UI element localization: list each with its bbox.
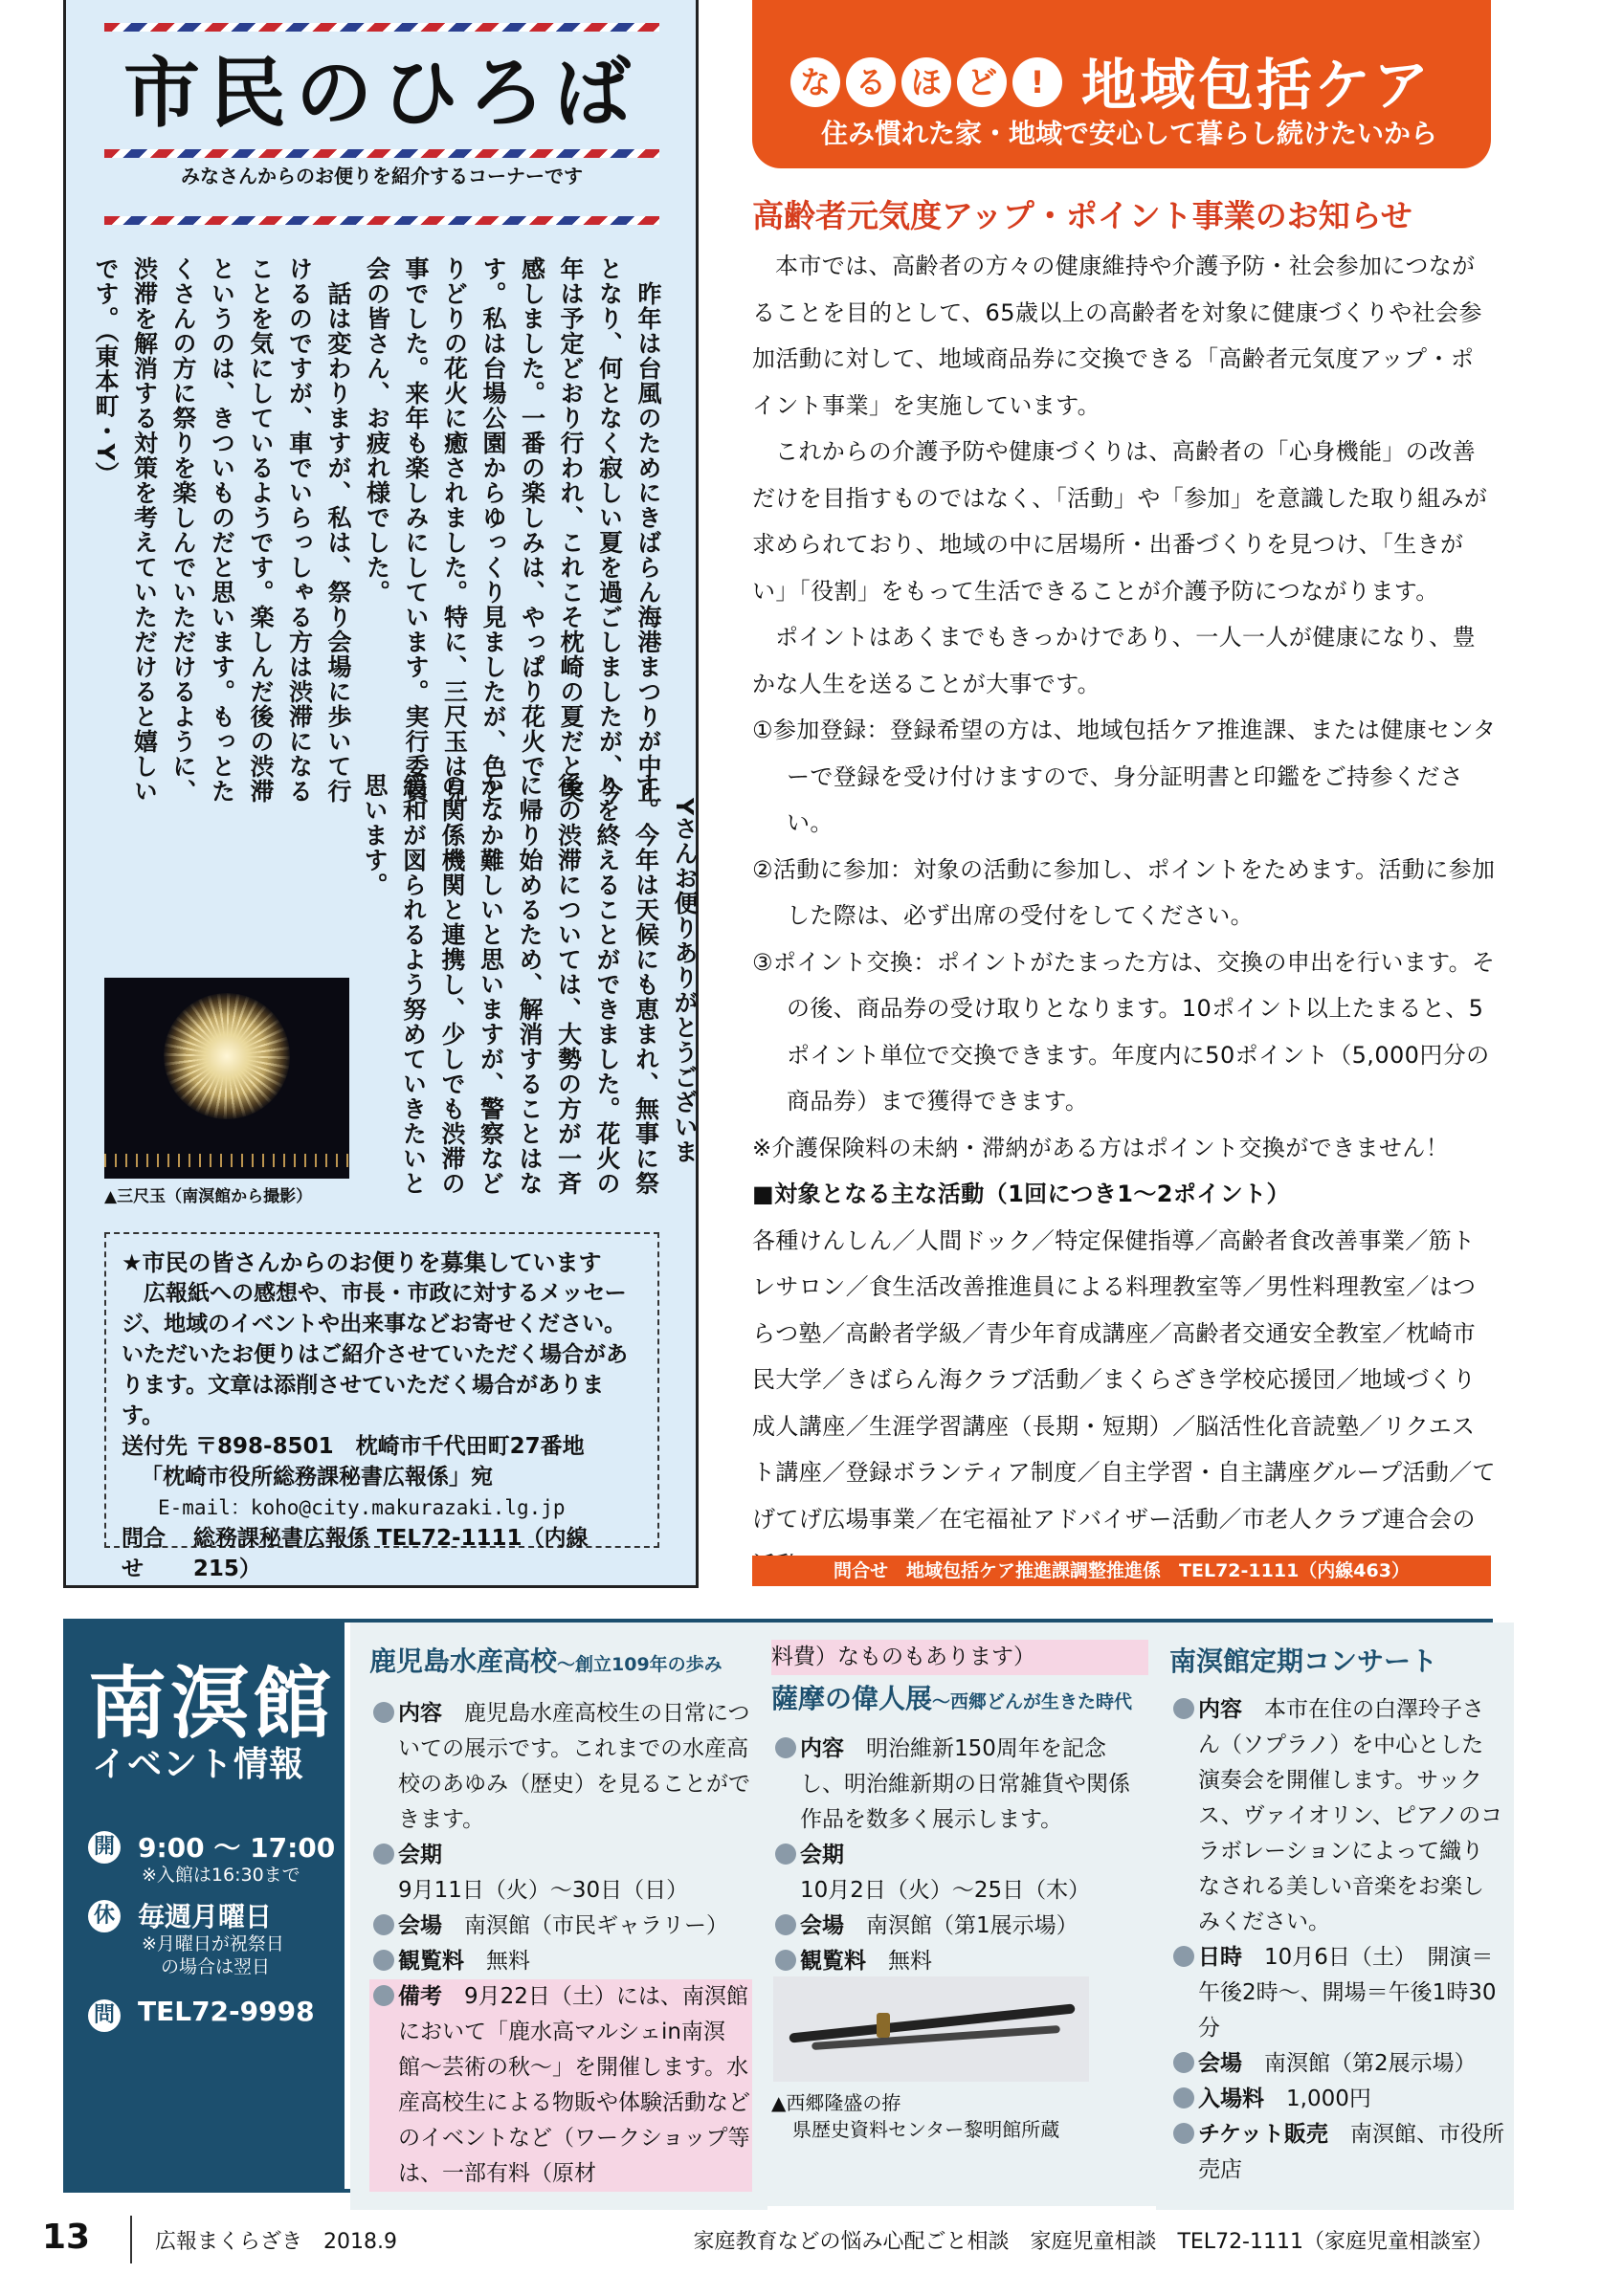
care-contact-bar: 問合せ 地域包括ケア推進課調整推進係 TEL72-1111（内線463）	[752, 1556, 1491, 1586]
submission-heading: ★市民の皆さんからのお便りを募集しています	[122, 1249, 602, 1276]
care-header-subtitle: 住み慣れた家・地域で安心して暮らし続けたいから	[820, 118, 1437, 149]
event-content: 本市在住の白澤玲子さん（ソプラノ）を中心とした演奏会を開催します。サックス、ヴァイオリン、ピアノのコラボレーションによって織りなされる美しい音楽をお楽しみください。	[1198, 1697, 1503, 1934]
naruhodo-char: ど	[957, 57, 1007, 107]
event-column-3: 南溟館定期コンサート 内容 本市在住の白澤玲子さん（ソプラノ）を中心とした演奏会を開催します。サックス、ヴァイオリン、ピアノのコラボレーションによって織りなされる美しい音楽をお楽しみください。 日時 10月6日（土） 開演＝午後2時〜、開場＝午後1時30分 会場 南溟館（第2展示場） 入場料 1,000円 チケット販売 南溟館、市役所売店	[1156, 1623, 1514, 2210]
closed-note-1: ※月曜日が祝祭日	[142, 1933, 284, 1954]
care-step-2: ②活動に参加：対象の活動に参加し、ポイントをためます。活動に参加した際は、必ず出席の受付をしてください。	[752, 855, 1496, 929]
send-label: 送付先	[122, 1434, 188, 1459]
submission-body: 広報紙への感想や、市長・市政に対するメッセージ、地域のイベントや出来事などお寄せください。いただいたお便りはご紹介させていただく場合があります。文章は添削させていただく場合があります。	[122, 1281, 628, 1428]
naruhodo-char: な	[790, 57, 840, 107]
nanmeikan-title: 南溟館	[88, 1659, 336, 1750]
bullet-icon	[373, 1985, 394, 2006]
event-datetime: 10月6日（土） 開演＝午後2時〜、開場＝午後1時30分	[1198, 1945, 1497, 2041]
nanmeikan-subtitle: イベント情報	[92, 1745, 305, 1784]
send-address-2: 「枕崎市役所総務課秘書広報係」宛	[141, 1465, 493, 1490]
nanmeikan-events	[63, 1619, 1504, 2193]
airmail-stripe-top	[104, 23, 659, 32]
footer-consultation: 家庭教育などの悩み心配ごと相談 家庭児童相談 TEL72-1111（家庭児童相談室）	[693, 2230, 1493, 2254]
event-venue: 南溟館（市民ギャラリー）	[464, 1913, 728, 1938]
bullet-icon	[373, 1914, 394, 1935]
care-step-3: ③ポイント交換：ポイントがたまった方は、交換の申出を行います。その後、商品券の受け取りとなります。10ポイント以上たまると、5ポイント単位で交換できます。年度内に50ポイント（5,000円分の商品券）まで獲得できます。	[752, 948, 1496, 1115]
event-title: 鹿児島水産高校〜創立109年の歩み	[369, 1645, 723, 1677]
photo-caption: ▲三尺玉（南溟館から撮影）	[104, 1187, 313, 1206]
bullet-icon	[1173, 1698, 1194, 1719]
airmail-stripe-mid	[104, 149, 659, 158]
naruhodo-char: ほ	[901, 57, 951, 107]
shimin-no-hiroba-section	[63, 0, 699, 1588]
event-content: 鹿児島水産高校生の日常についての展示です。これまでの水産高校のあゆみ（歴史）を見ることができます。	[398, 1701, 750, 1832]
sword-caption: ▲西郷隆盛の拵 県歴史資料センター黎明館所蔵	[771, 2091, 1060, 2141]
sword-photo	[773, 1976, 1089, 2082]
phone-icon: 問	[88, 1999, 121, 2032]
page-number: 13	[42, 2218, 91, 2257]
event-fee: 無料	[888, 1949, 932, 1974]
bullet-icon	[775, 1737, 796, 1758]
care-paragraph: 本市では、高齢者の方々の健康維持や介護予防・社会参加につながることを目的として、65歳以上の高齢者を対象に健康づくりや社会参加活動に対して、地域商品券に交換できる「高齢者元気度アップ・ポイント事業」を実施しています。	[752, 253, 1482, 419]
letter-submission-box	[104, 1232, 659, 1581]
hiroba-title: 市民のひろば	[123, 49, 640, 138]
city-reply: Yさんお便りありがとうございます。今年は天候にも恵まれ、無事に祭りを終えることができました。花火の後の渋滞については、大勢の方が一斉に帰り始めるため、解消することはなかなか難しいと思いますが、警察などの関係機関と連携し、少しでも渋滞の緩和が図られるよう努めていきたいと思います。	[361, 773, 699, 1196]
care-article-title: 高齢者元気度アップ・ポイント事業のお知らせ	[752, 197, 1412, 234]
event-column-2: 料費）なものもあります） 薩摩の偉人展〜西郷どんが生きた時代 内容 明治維新150周年を記念し、明治維新期の日常雑貨や関係作品を数多く展示します。 会期 10月2日（火）〜25日（木） 会場 南溟館（第1展示場） 観覧料 無料 ▲西郷隆盛の拵 県歴史資料センター黎明館所蔵	[758, 1623, 1162, 2206]
event-fee: 1,000円	[1286, 2086, 1371, 2111]
closed-note-2: の場合は翌日	[161, 1956, 271, 1977]
event-period: 9月11日（火）〜30日（日）	[398, 1878, 689, 1903]
event-title: 薩摩の偉人展〜西郷どんが生きた時代	[771, 1683, 1133, 1714]
closed-icon: 休	[88, 1900, 121, 1932]
event-column-1: 鹿児島水産高校〜創立109年の歩み 内容 鹿児島水産高校生の日常についての展示です。これまでの水産高校のあゆみ（歴史）を見ることができます。 会期 9月11日（火）〜30日（日） 会場 南溟館（市民ギャラリー） 観覧料 無料 備考 9月22日（土）には、南溟館において「鹿水高マルシェin南溟館〜芸術の秋〜」を開催します。水産高校生による物販や体験活動などのイベントなど（ワークショップ等は、一部有料（原材	[350, 1623, 767, 2210]
naruhodo-char: !	[1012, 57, 1062, 107]
bullet-icon	[1173, 1946, 1194, 1967]
footer-divider	[130, 2216, 132, 2263]
airmail-stripe-bottom	[104, 216, 659, 225]
bullet-icon	[373, 1950, 394, 1971]
event-venue: 南溟館（第1展示場）	[866, 1913, 1078, 1938]
ticket-sales: 南溟館、市役所売店	[1198, 2122, 1504, 2182]
bullet-icon	[775, 1914, 796, 1935]
activities-list: 各種けんしん／人間ドック／特定保健指導／高齢者食改善事業／筋トレサロン／食生活改善推進員による料理教室等／男性料理教室／はつらつ塾／高齢者学級／青少年育成講座／高齢者交通安全教室／枕崎市民大学／きばらん海クラブ活動／まくらざき学校応援団／地域づくり成人講座／生涯学習講座（長期・短期）／脳活性化音読塾／リクエスト講座／登録ボランティア制度／自主学習・自主講座グループ活動／てげてげ広場事業／在宅福祉アドバイザー活動／市老人クラブ連合会の	[752, 1226, 1496, 1533]
event-note: 9月22日（土）には、南溟館において「鹿水高マルシェin南溟館〜芸術の秋〜」を開催します。水産高校生による物販や体験活動などのイベントなど（ワークショップ等は、一部有料（原材	[398, 1984, 750, 2186]
bullet-icon	[775, 1843, 796, 1865]
contact-label: 問合せ	[122, 1526, 166, 1581]
send-address: 〒898-8501 枕崎市千代田町27番地	[195, 1434, 585, 1459]
naruhodo-char: る	[846, 57, 896, 107]
event-venue: 南溟館（第2展示場）	[1264, 2051, 1477, 2076]
bullet-icon	[1173, 2052, 1194, 2073]
bullet-icon	[1173, 2087, 1194, 2108]
care-paragraph: ポイントはあくまでもきっかけであり、一人一人が健康になり、豊かな人生を送ることが大事です。	[752, 624, 1476, 697]
hours-note: ※入館は16:30まで	[142, 1865, 300, 1886]
care-step-1: ①参加登録：登録希望の方は、地域包括ケア推進課、または健康センターで登録を受け付けますので、身分証明書と印鑑をご持参ください。	[752, 717, 1497, 836]
activities-heading: ■対象となる主な活動（1回につき1〜2ポイント）	[752, 1181, 1290, 1207]
nanmeikan-sidebar	[67, 1623, 345, 2189]
nanmeikan-tel: TEL72-9998	[138, 1996, 315, 2027]
reader-letter: 昨年は台風のためにきばらん海港まつりが中止となり、何となく寂しい夏を過ごしましたが、今年は予定どおり行われ、これこそ枕崎の夏だと実感しました。一番の楽しみは、やっぱり花火です。私は台場公園からゆっくり見ましたが、色とりどりの花火に癒されました。特に、三尺玉は見事でした。来年も楽しみにしています。実行委員会の皆さん、お疲れ様でした。 話は変わりますが、私は、祭り会場に歩いて行けるのですが、車でいらっしゃる方は渋滞になることを気にしているようです。楽しんだ後の渋滞というのは、きついものだと思います。もっとたくさんの方に祭りを楽しんでいただけるように、渋滞を解消する対策を考えていただけると嬉しいです。（東本町・Y）	[92, 256, 662, 804]
event-period: 10月2日（火）〜25日（木）	[800, 1878, 1091, 1903]
bullet-icon	[1173, 2123, 1194, 2144]
event-content: 明治維新150周年を記念し、明治維新期の日常雑貨や関係作品を数多く展示します。	[800, 1736, 1130, 1832]
care-header	[752, 0, 1491, 168]
contact-value: 総務課秘書広報係 TEL72-1111（内線215）	[192, 1526, 589, 1581]
care-article-body	[752, 243, 1497, 1589]
closed-days: 毎週月曜日	[138, 1901, 273, 1932]
opening-hours: 9:00 〜 17:00	[138, 1832, 336, 1864]
care-paragraph: これからの介護予防や健康づくりは、高齢者の「心身機能」の改善だけを目指すものではなく、「活動」や「参加」を意識した取り組みが求められており、地域の中に居場所・出番づくりを見つけ、「生きがい」「役割」をもって生活できることが介護予防につながります。	[752, 438, 1488, 605]
open-icon: 開	[88, 1831, 121, 1864]
fireworks-photo	[104, 978, 349, 1179]
contact-email[interactable]: E-mail：koho@city.makurazaki.lg.jp	[158, 1496, 566, 1519]
event-title: 南溟館定期コンサート	[1169, 1645, 1438, 1677]
hiroba-subtitle: みなさんからのお便りを紹介するコーナーです	[181, 165, 583, 188]
care-header-title: 地域包括ケア	[1081, 53, 1433, 118]
issue-label: 広報まくらざき 2018.9	[155, 2230, 397, 2254]
bullet-icon	[373, 1702, 394, 1723]
care-note: ※介護保険料の未納・滞納がある方はポイント交換ができません！	[752, 1134, 1450, 1161]
event-fee: 無料	[486, 1949, 530, 1974]
bullet-icon	[373, 1843, 394, 1865]
bullet-icon	[775, 1950, 796, 1971]
event-note-continued: 料費）なものもあります）	[771, 1640, 1148, 1675]
